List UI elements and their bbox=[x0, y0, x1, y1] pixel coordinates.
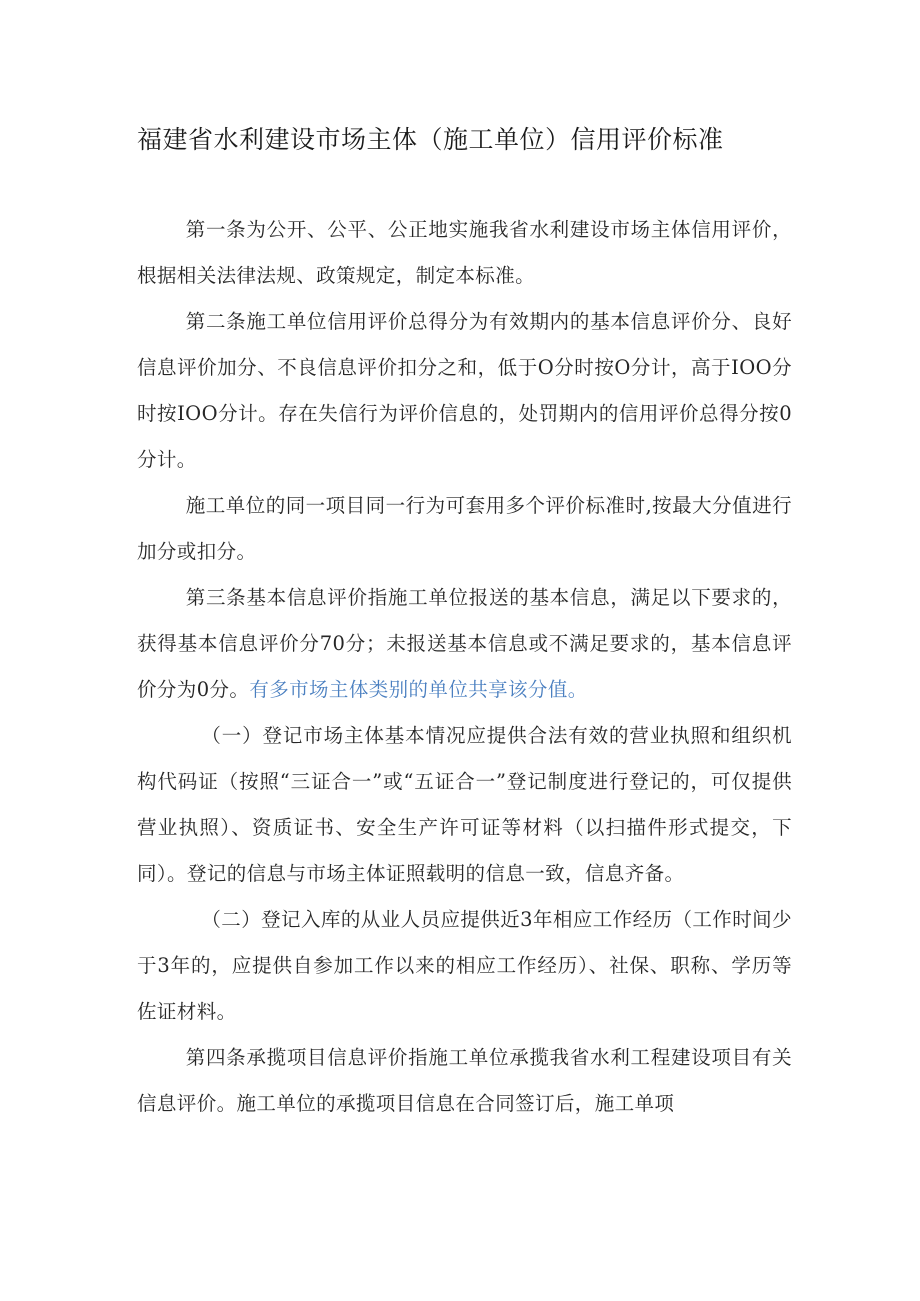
article-3-main-text: 第三条基本信息评价指施工单位报送的基本信息，满足以下要求的，获得基本信息评价分70分；未报送基本信息或不满足要求的，基本信息评价分为0分。 bbox=[137, 586, 792, 701]
article-3-paragraph bbox=[137, 575, 792, 713]
item-1-paragraph: （一）登记市场主体基本情况应提供合法有效的营业执照和组织机构代码证（按照“三证合一”或“五证合一”登记制度进行登记的，可仅提供营业执照）、资质证书、安全生产许可证等材料（以扫描件形式提交，下同）。登记的信息与市场主体证照载明的信息一致，信息齐备。 bbox=[137, 724, 792, 885]
article-2-paragraph: 第二条施工单位信用评价总得分为有效期内的基本信息评价分、良好信息评价加分、不良信息评价扣分之和，低于O分时按O分计，高于IOO分时按IOO分计。存在失信行为评价信息的，处罚期内的信用评价总得分按0分计。 bbox=[137, 310, 792, 471]
document-body bbox=[137, 207, 792, 1127]
article-4-paragraph: 第四条承揽项目信息评价指施工单位承揽我省水利工程建设项目有关信息评价。施工单位的承揽项目信息在合同签订后，施工单项 bbox=[137, 1046, 792, 1115]
item-2-paragraph: （二）登记入库的从业人员应提供近3年相应工作经历（工作时间少于3年的，应提供自参加工作以来的相应工作经历）、社保、职称、学历等佐证材料。 bbox=[137, 908, 792, 1023]
article-1-paragraph: 第一条为公开、公平、公正地实施我省水利建设市场主体信用评价，根据相关法律法规、政策规定，制定本标准。 bbox=[137, 218, 792, 287]
article-2-note-paragraph: 施工单位的同一项目同一行为可套用多个评价标准时,按最大分值进行加分或扣分。 bbox=[137, 494, 792, 563]
article-3-highlight-text: 有多市场主体类别的单位共享该分值。 bbox=[249, 678, 588, 701]
document-title: 福建省水利建设市场主体（施工单位）信用评价标准 bbox=[137, 125, 724, 154]
